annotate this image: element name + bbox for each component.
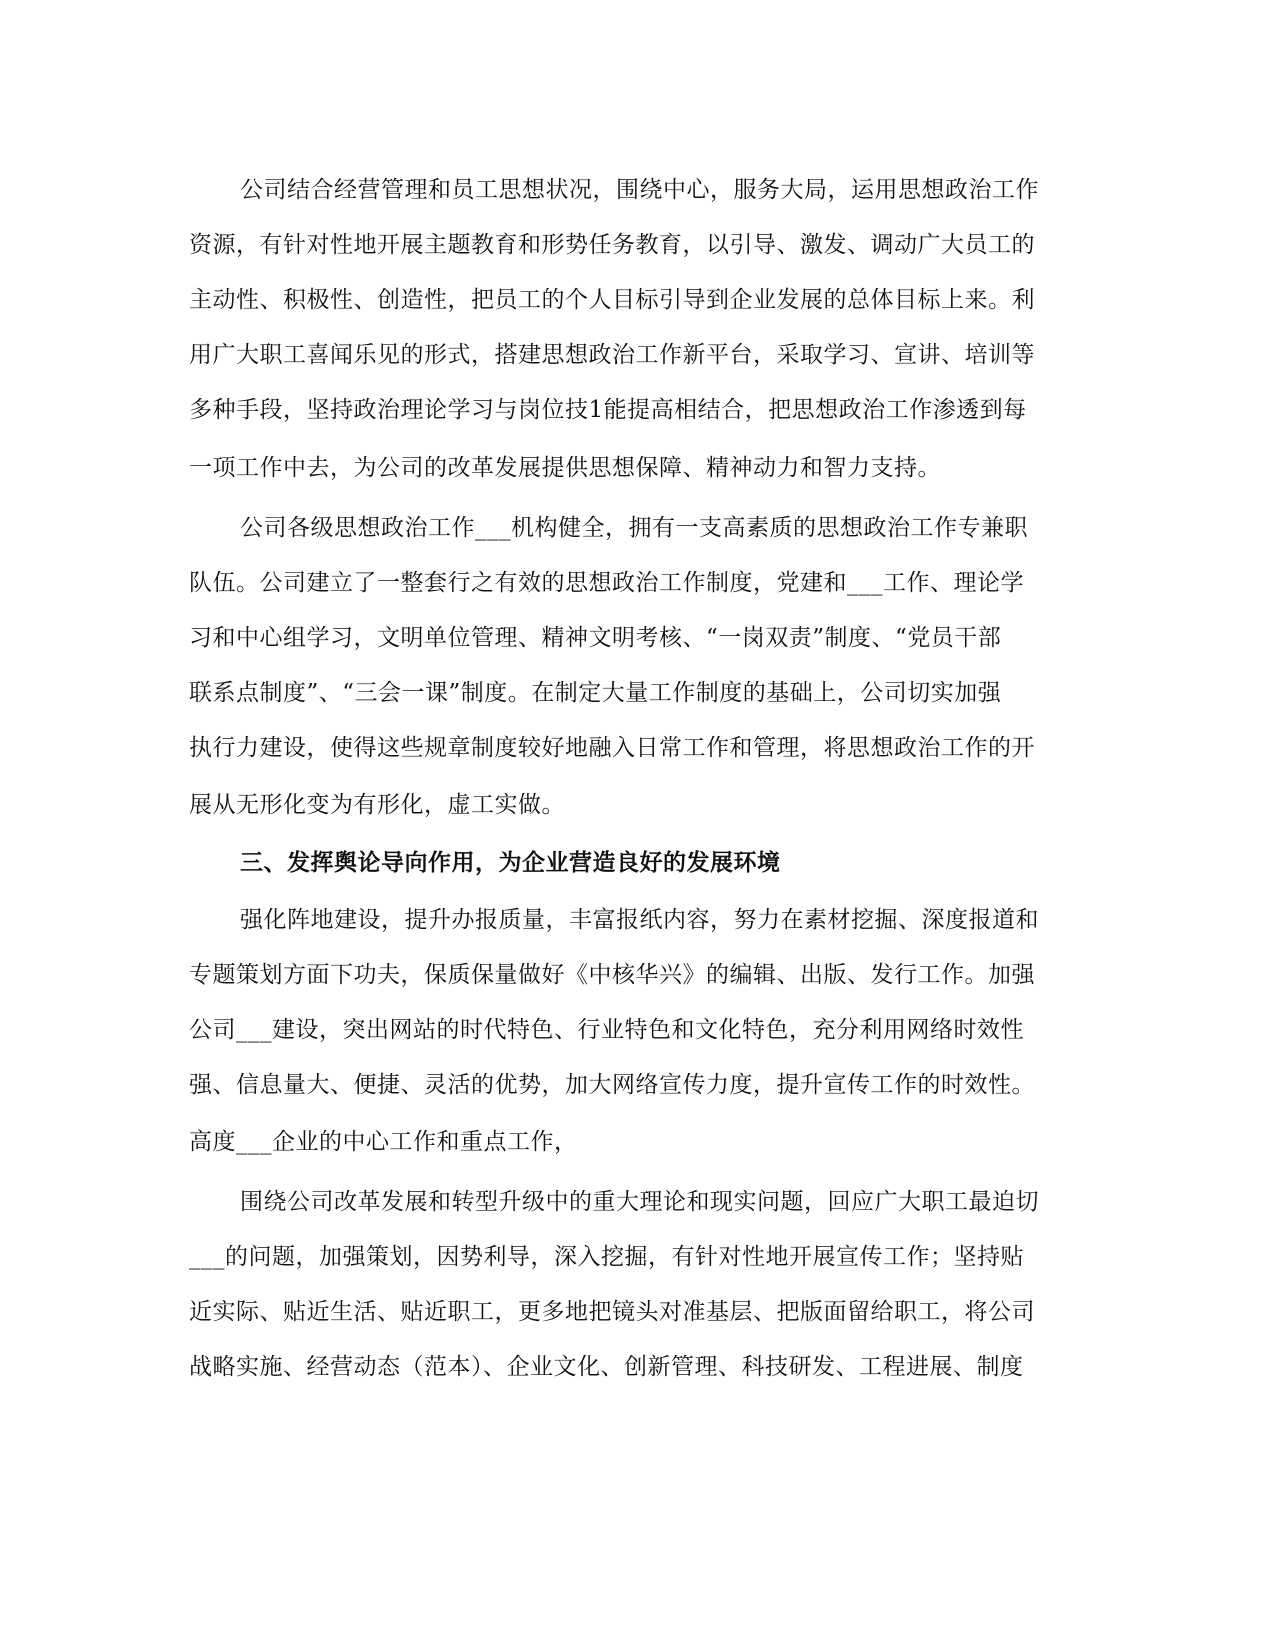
section-heading: 三、发挥舆论导向作用，为企业营造良好的发展环境 xyxy=(240,849,781,876)
paragraph-1-line-6: 一项工作中去，为公司的改革发展提供思想保障、精神动力和智力支持。 xyxy=(189,455,941,481)
paragraph-2-line-6: 展从无形化变为有形化，虚工实做。 xyxy=(189,792,565,818)
paragraph-2-line-4: 联系点制度”、“三会一课”制度。在制定大量工作制度的基础上，公司切实加强 xyxy=(189,680,1002,706)
paragraph-1-line-1: 公司结合经营管理和员工思想状况，围绕中心，服务大局，运用思想政治工作 xyxy=(240,177,1039,203)
paragraph-3-line-2: 专题策划方面下功夫，保质保量做好《中核华兴》的编辑、出版、发行工作。加强 xyxy=(189,962,1035,988)
paragraph-3-line-4: 强、信息量大、便捷、灵活的优势，加大网络宣传力度，提升宣传工作的时效性。 xyxy=(189,1072,1035,1098)
paragraph-3-line-3: 公司___建设，突出网站的时代特色、行业特色和文化特色，充分利用网络时效性 xyxy=(189,1017,1024,1043)
paragraph-2-line-1: 公司各级思想政治工作___机构健全，拥有一支高素质的思想政治工作专兼职 xyxy=(240,515,1028,541)
paragraph-2-line-2: 队伍。公司建立了一整套行之有效的思想政治工作制度，党建和___工作、理论学 xyxy=(189,570,1024,596)
paragraph-2-line-5: 执行力建设，使得这些规章制度较好地融入日常工作和管理，将思想政治工作的开 xyxy=(189,735,1035,761)
paragraph-4-line-2: ___的问题，加强策划，因势利导，深入挖掘，有针对性地开展宣传工作；坚持贴 xyxy=(189,1244,1024,1270)
paragraph-1-line-4: 用广大职工喜闻乐见的形式，搭建思想政治工作新平台，采取学习、宣讲、培训等 xyxy=(189,342,1035,368)
paragraph-1-line-5: 多种手段，坚持政治理论学习与岗位技1能提高相结合，把思想政治工作渗透到每 xyxy=(189,397,1027,423)
paragraph-1-line-3: 主动性、积极性、创造性，把员工的个人目标引导到企业发展的总体目标上来。利 xyxy=(189,287,1035,313)
paragraph-2-line-3: 习和中心组学习，文明单位管理、精神文明考核、“一岗双责”制度、“党员干部 xyxy=(189,625,1002,651)
paragraph-3-line-5: 高度___企业的中心工作和重点工作， xyxy=(189,1129,578,1155)
paragraph-4-line-4: 战略实施、经营动态（范本）、企业文化、创新管理、科技研发、工程进展、制度 xyxy=(189,1354,1024,1380)
paragraph-4-line-1: 围绕公司改革发展和转型升级中的重大理论和现实问题，回应广大职工最迫切 xyxy=(240,1189,1039,1215)
paragraph-3-line-1: 强化阵地建设，提升办报质量，丰富报纸内容，努力在素材挖掘、深度报道和 xyxy=(240,907,1039,933)
paragraph-1-line-2: 资源，有针对性地开展主题教育和形势任务教育，以引导、激发、调动广大员工的 xyxy=(189,232,1035,258)
paragraph-4-line-3: 近实际、贴近生活、贴近职工，更多地把镜头对准基层、把版面留给职工，将公司 xyxy=(189,1299,1035,1325)
